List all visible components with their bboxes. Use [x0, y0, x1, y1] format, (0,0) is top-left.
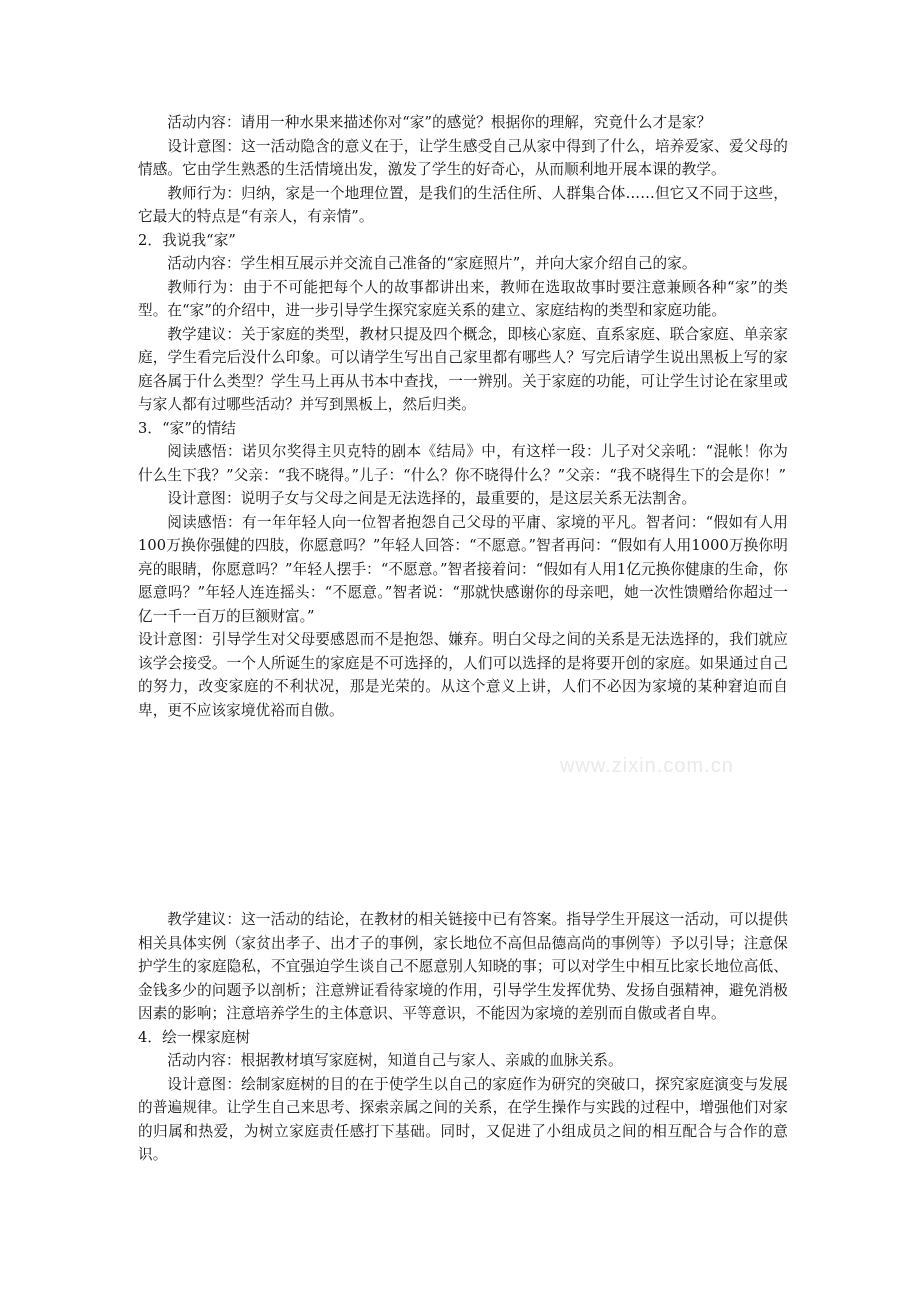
activity-paragraph-1: 活动内容：请用一种水果来描述你对“家”的感觉？根据你的理解，究竟什么才是家？: [167, 114, 712, 131]
reading-paragraph-1: 阅读感悟：诺贝尔奖得主贝克特的剧本《结局》中，有这样一段：儿子对父亲吼：“混帐！你为什么生下我？”父亲：“我不晓得。”儿子：“什么？你不晓得什么？”父亲：“我不晓得生下的会是你！”: [138, 443, 788, 484]
design-paragraph-1: 设计意图：这一活动隐含的意义在于，让学生感受自己从家中得到了什么，培养爱家、爱父母的情感。它由学生熟悉的生活情境出发，激发了学生的好奇心，从而顺利地开展本课的教学。: [138, 137, 788, 178]
suggestion-paragraph-2: 教学建议：关于家庭的类型，教材只提及四个概念，即核心家庭、直系家庭、联合家庭、单亲家庭，学生看完后没什么印象。可以请学生写出自己家里都有哪些人？写完后请学生说出黑板上写的家庭各属于什么类型？学生马上再从书本中查找，一一辨别。关于家庭的功能，可让学生讨论在家里或与家人都有过哪些活动？并写到黑板上，然后归类。: [138, 325, 788, 413]
text-block-bottom: [138, 908, 788, 1167]
section-3-heading: 3．“家”的情结: [138, 419, 236, 437]
section-2-heading: 2．我说我“家”: [138, 231, 236, 249]
design-paragraph-3a: 设计意图：说明子女与父母之间是无法选择的，最重要的，是这层关系无法割舍。: [167, 490, 697, 507]
activity-paragraph-2: 活动内容：学生相互展示并交流自己准备的“家庭照片”，并向大家介绍自己的家。: [167, 255, 697, 272]
text-block-top: [138, 111, 788, 722]
design-paragraph-3b: 设计意图：引导学生对父母要感恩而不是抱怨、嫌弃。明白父母之间的关系是无法选择的，我们就应该学会接受。一个人所诞生的家庭是不可选择的，人们可以选择的是将要开创的家庭。如果通过自己的努力，改变家庭的不利状况，那是光荣的。从这个意义上讲，人们不必因为家境的某种窘迫而自卑，更不应该家境优裕而自傲。: [138, 631, 788, 719]
suggestion-paragraph-3: 教学建议：这一活动的结论，在教材的相关链接中已有答案。指导学生开展这一活动，可以提供相关具体实例（家贫出孝子、出才子的事例，家长地位不高但品德高尚的事例等）予以引导；注意保护学生的家庭隐私，不宜强迫学生谈自己不愿意别人知晓的事；可以对学生中相互比家长地位高低、金钱多少的问题予以剖析；注意辨证看待家境的作用，引导学生发挥优势、发扬自强精神，避免消极因素的影响；注意培养学生的主体意识、平等意识，不能因为家境的差别而自傲或者自卑。: [138, 911, 788, 1022]
section-4-heading: 4．绘一棵家庭树: [138, 1028, 251, 1046]
design-paragraph-4: 设计意图：绘制家庭树的目的在于使学生以自己的家庭作为研究的突破口，探究家庭演变与发展的普遍规律。让学生自己来思考、探索亲属之间的关系，在学生操作与实践的过程中，增强他们对家的归属和热爱，为树立家庭责任感打下基础。同时，又促进了小组成员之间的相互配合与合作的意识。: [138, 1075, 788, 1163]
teacher-paragraph-2: 教师行为：由于不可能把每个人的故事都讲出来，教师在选取故事时要注意兼顾各种“家”的类型。在“家”的介绍中，进一步引导学生探究家庭关系的建立、家庭结构的类型和家庭功能。: [138, 278, 788, 319]
watermark: www.zixin.com.cn: [560, 755, 734, 777]
reading-paragraph-2: 阅读感悟：有一年年轻人向一位智者抱怨自己父母的平庸、家境的平凡。智者问：“假如有人用100万换你强健的四肢，你愿意吗？”年轻人回答：“不愿意。”智者再问：“假如有人用1000万换你明亮的眼睛，你愿意吗？”年轻人摆手：“不愿意。”智者接着问：“假如有人用1亿元换你健康的生命，你愿意吗？”年轻人连连摇头：“不愿意。”智者说：“那就快感谢你的母亲吧，她一次性馈赠给你超过一亿一千一百万的巨额财富。”: [138, 513, 788, 625]
activity-paragraph-4: 活动内容：根据教材填写家庭树，知道自己与家人、亲戚的血脉关系。: [167, 1052, 623, 1069]
teacher-paragraph-1: 教师行为：归纳，家是一个地理位置，是我们的生活住所、人群集合体……但它又不同于这些，它最大的特点是“有亲人，有亲情”。: [138, 184, 788, 225]
